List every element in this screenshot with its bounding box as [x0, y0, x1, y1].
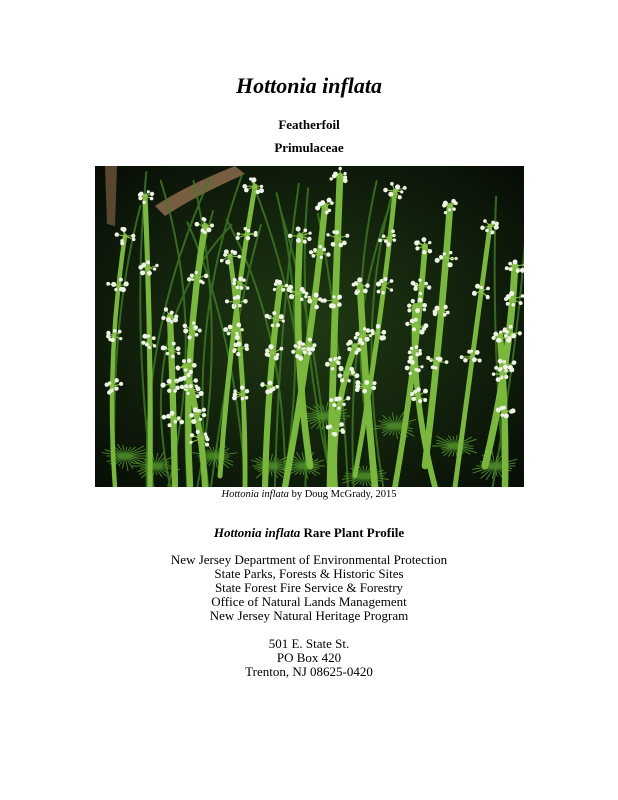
agency-line: Office of Natural Lands Management: [211, 594, 407, 609]
photo-caption: [0, 488, 618, 502]
address-city: Trenton, NJ 08625-0420: [245, 664, 373, 679]
profile-suffix: Rare Plant Profile: [300, 525, 405, 540]
agency-line: State Parks, Forests & Historic Sites: [214, 566, 404, 581]
address-block: [0, 637, 618, 679]
profile-species: Hottonia inflata: [213, 525, 301, 540]
family-name: Primulaceae: [274, 140, 344, 155]
profile-heading: [0, 525, 618, 541]
address-street: 501 E. State St.: [268, 636, 350, 651]
caption-credit: by Doug McGrady, 2015: [288, 489, 397, 500]
agency-line: New Jersey Department of Environmental Protection: [170, 552, 448, 567]
species-title: Hottonia inflata: [235, 73, 383, 98]
agency-list: [0, 553, 618, 623]
common-name: Featherfoil: [278, 117, 340, 132]
agency-line: State Forest Fire Service & Forestry: [214, 580, 404, 595]
agency-line: New Jersey Natural Heritage Program: [209, 608, 409, 623]
address-po-box: PO Box 420: [276, 650, 342, 665]
plant-photo: [95, 166, 524, 487]
caption-species: Hottonia inflata: [221, 489, 289, 500]
